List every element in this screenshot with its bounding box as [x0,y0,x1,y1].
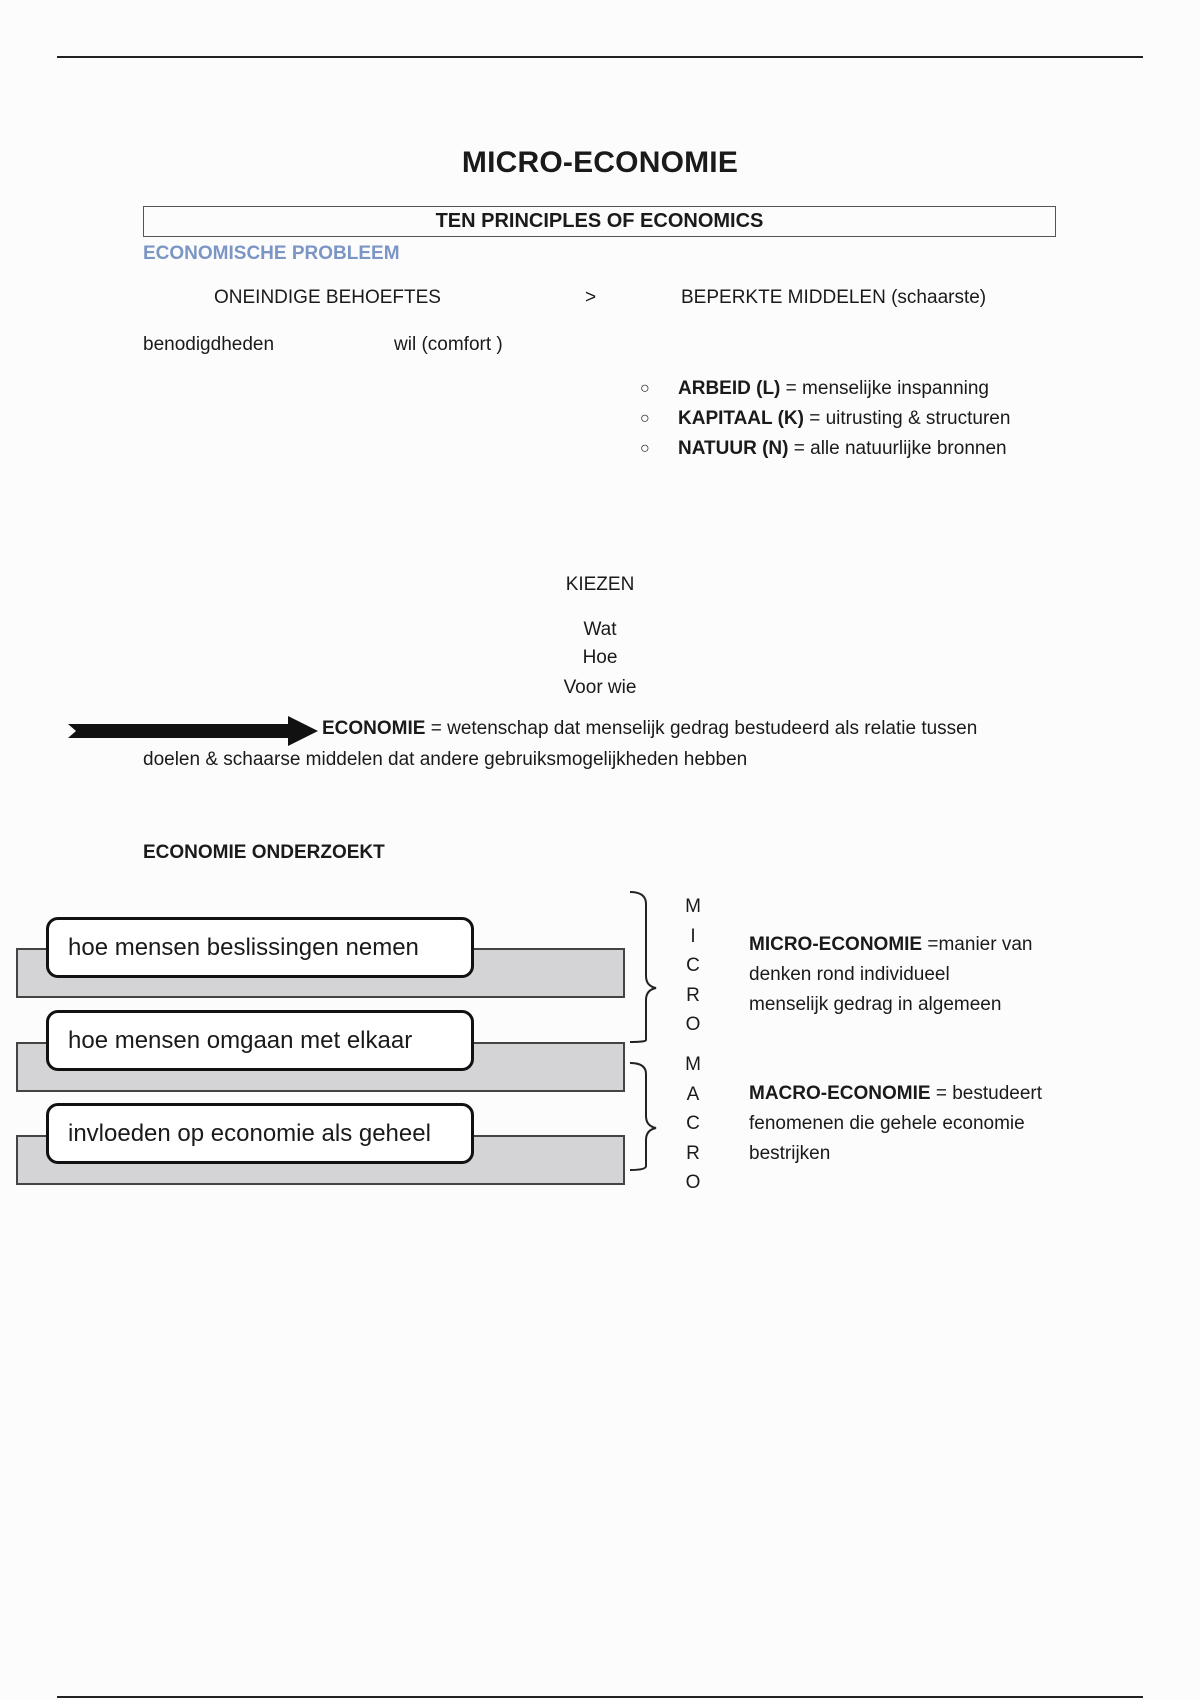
research-box: invloeden op economie als geheel [46,1103,474,1164]
economie-definition-line2: doelen & schaarse middelen dat andere gebruiksmogelijkheden hebben [143,749,748,770]
economie-term: ECONOMIE [322,718,426,739]
resource-term: ARBEID (L) [678,378,781,399]
problem-right: BEPERKTE MIDDELEN (schaarste) [681,287,987,308]
resource-term: NATUUR (N) [678,438,789,459]
research-heading: ECONOMIE ONDERZOEKT [143,842,385,863]
section-heading: ECONOMISCHE PROBLEEM [143,243,400,264]
letter: O [685,1014,701,1035]
problem-operator: > [585,287,597,308]
bullet-icon: ○ [640,380,650,397]
economie-definition-line1 [322,718,977,740]
macro-term: MACRO-ECONOMIE [749,1083,931,1104]
micro-text: menselijk gedrag in algemeen [749,994,1002,1015]
letter: R [686,984,700,1006]
right-arrow-icon [66,715,320,747]
choose-item-what: Wat [583,619,617,640]
macro-text: fenomenen die gehele economie [749,1113,1025,1134]
macro-description [749,1079,1069,1169]
letter: A [686,1083,700,1105]
letter: M [685,896,701,917]
letter: C [686,955,700,976]
micro-term: MICRO-ECONOMIE [749,934,923,955]
problem-left: ONEINDIGE BEHOEFTES [214,287,441,308]
letter: R [686,1142,700,1164]
letter: C [686,1113,700,1134]
subtitle-box: TEN PRINCIPLES OF ECONOMICS [143,206,1056,237]
micro-text: denken rond individueel [749,964,950,985]
needs-left: benodigdheden [143,334,275,355]
choose-heading: KIEZEN [565,574,635,595]
letter: O [685,1172,701,1193]
resource-definition: = alle natuurlijke bronnen [788,438,1007,459]
brace-icons [628,890,668,1180]
micro-brace-icon [630,892,656,1042]
macro-vertical-label [683,1054,703,1202]
bottom-rule [57,1696,1143,1698]
micro-vertical-label [683,896,703,1044]
choose-item-how: Hoe [582,647,618,668]
macro-brace-icon [630,1063,656,1170]
micro-description [749,930,1069,1020]
macro-text: bestrijken [749,1143,831,1164]
top-rule [57,56,1143,58]
micro-text: =manier van [922,934,1033,955]
resource-term: KAPITAAL (K) [678,408,804,429]
bullet-icon: ○ [640,440,650,457]
economie-text: = wetenschap dat menselijk gedrag bestudeerd als relatie tussen [425,718,978,739]
research-box: hoe mensen beslissingen nemen [46,917,474,978]
resource-definition: = menselijke inspanning [780,378,989,399]
macro-text: = bestudeert [930,1083,1043,1104]
letter: M [685,1054,701,1075]
research-box: hoe mensen omgaan met elkaar [46,1010,474,1071]
resource-definition: = uitrusting & structuren [803,408,1011,429]
needs-right: wil (comfort ) [394,334,503,355]
bullet-icon: ○ [640,410,650,427]
choose-item-for-whom: Voor wie [563,677,637,698]
page-title: MICRO-ECONOMIE [461,146,739,179]
letter: I [690,925,696,947]
